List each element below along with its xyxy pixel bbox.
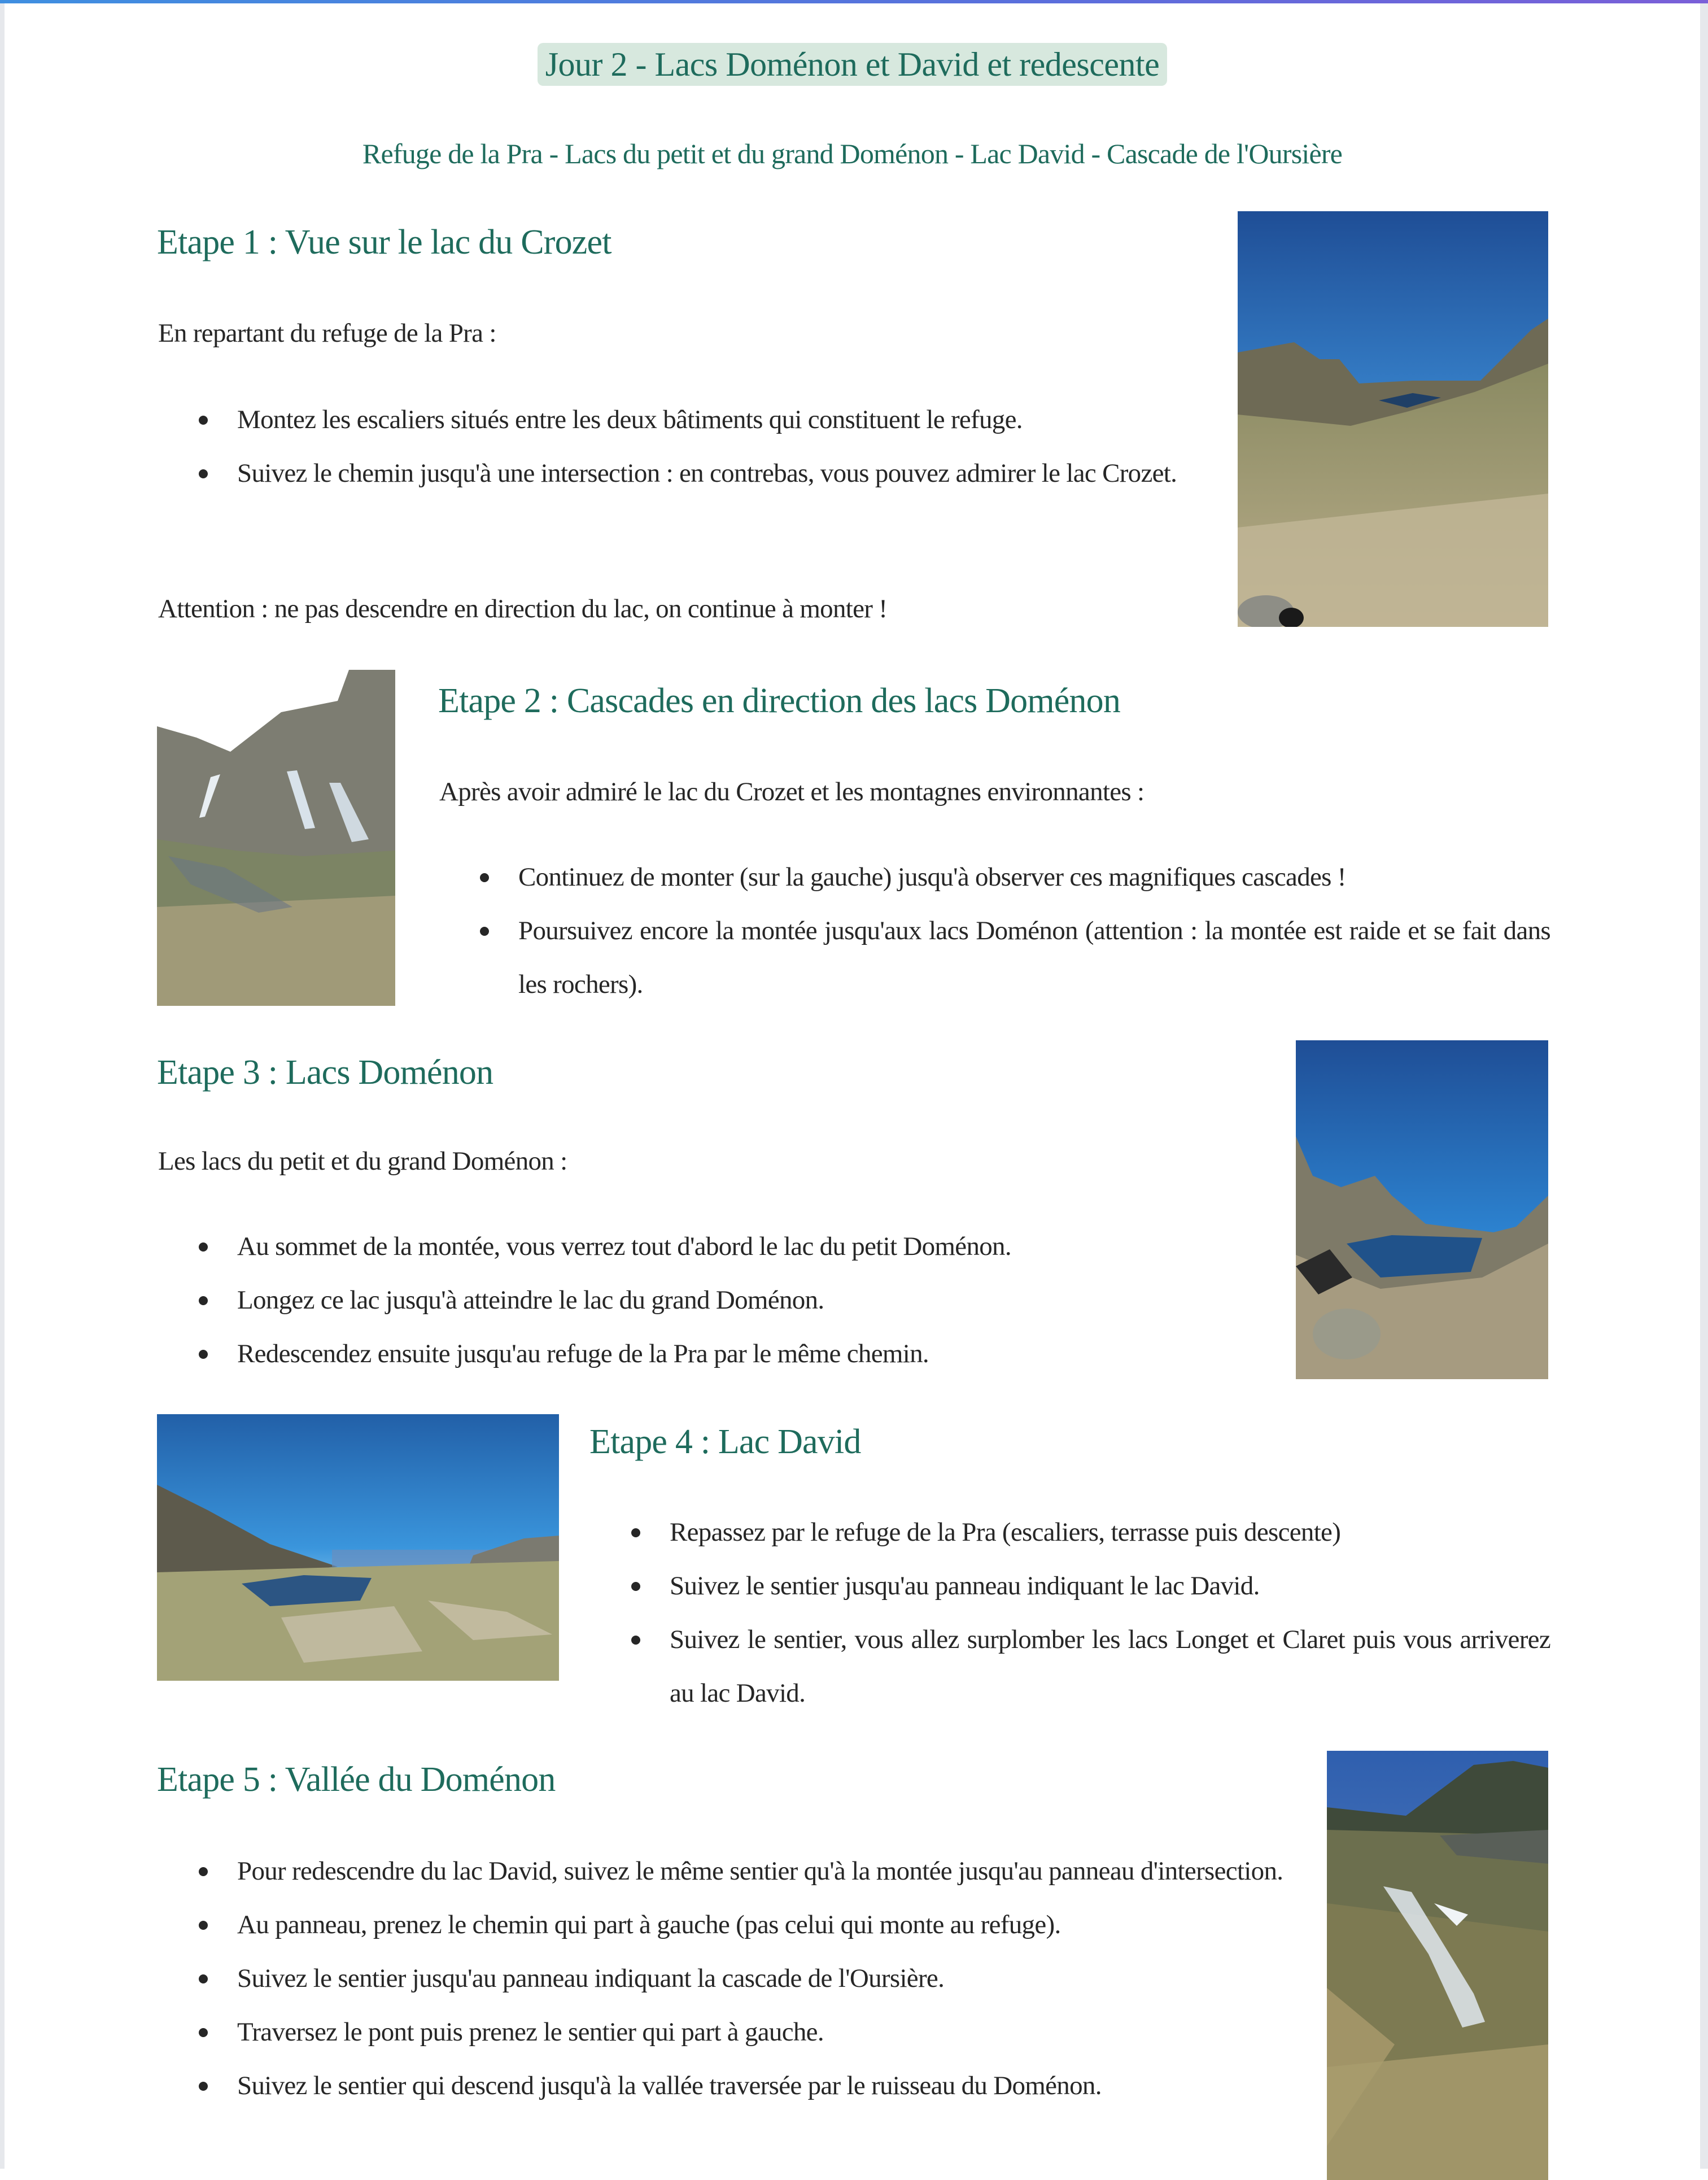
step-2-heading: Etape 2 : Cascades en direction des lacs Doménon: [438, 682, 1121, 720]
step-3-list: [158, 1220, 1287, 1381]
step-2-intro: Après avoir admiré le lac du Crozet et les montagnes environnantes :: [439, 777, 1145, 806]
list-item: Traversez le pont puis prenez le sentier qui part à gauche.: [158, 2005, 1302, 2059]
mountain-valley-lake-crozet-photo: [1238, 211, 1548, 627]
step-4-list: [591, 1506, 1550, 1720]
step-3-intro: Les lacs du petit et du grand Doménon :: [158, 1146, 567, 1176]
step-1-note: Attention : ne pas descendre en direction du lac, on continue à monter !: [158, 594, 888, 624]
step-4-heading: Etape 4 : Lac David: [589, 1423, 861, 1461]
step-1-heading: Etape 1 : Vue sur le lac du Crozet: [157, 223, 611, 261]
lac-domenon-photo: [1296, 1040, 1548, 1379]
list-item: Longez ce lac jusqu'à atteindre le lac du grand Doménon.: [158, 1274, 1287, 1327]
step-1-list: [158, 393, 1220, 500]
list-item: Suivez le sentier qui descend jusqu'à la vallée traversée par le ruisseau du Doménon.: [158, 2059, 1302, 2113]
page-subtitle: Refuge de la Pra - Lacs du petit et du grand Doménon - Lac David - Cascade de l'Oursière: [362, 138, 1343, 169]
title-container: [5, 43, 1700, 86]
list-item: Suivez le chemin jusqu'à une intersection : en contrebas, vous pouvez admirer le lac Crozet.: [158, 447, 1220, 500]
step-5-heading: Etape 5 : Vallée du Doménon: [157, 1760, 556, 1799]
lac-david-photo: [157, 1414, 559, 1681]
list-item: Au sommet de la montée, vous verrez tout d'abord le lac du petit Doménon.: [158, 1220, 1287, 1274]
list-item: Suivez le sentier jusqu'au panneau indiquant la cascade de l'Oursière.: [158, 1952, 1302, 2005]
page-title: Jour 2 - Lacs Doménon et David et redescente: [538, 43, 1168, 86]
domenon-stream-photo: [1327, 1751, 1548, 2180]
step-5-list: [158, 1845, 1302, 2113]
list-item: Suivez le sentier jusqu'au panneau indiquant le lac David.: [591, 1559, 1550, 1613]
step-2-list: [439, 851, 1550, 1011]
waterfalls-photo: [157, 670, 395, 1006]
list-item: Poursuivez encore la montée jusqu'aux lacs Doménon (attention : la montée est raide et se fait dans les rochers).: [439, 904, 1550, 1011]
scrollbar-track[interactable]: [1700, 3, 1708, 2169]
list-item: Redescendez ensuite jusqu'au refuge de la Pra par le même chemin.: [158, 1327, 1287, 1381]
step-3-heading: Etape 3 : Lacs Doménon: [157, 1053, 493, 1092]
list-item: Continuez de monter (sur la gauche) jusqu'à observer ces magnifiques cascades !: [439, 851, 1550, 904]
list-item: Repassez par le refuge de la Pra (escaliers, terrasse puis descente): [591, 1506, 1550, 1559]
left-window-edge: [0, 3, 5, 2169]
list-item: Pour redescendre du lac David, suivez le même sentier qu'à la montée jusqu'au panneau d'intersection.: [158, 1845, 1302, 1898]
document-page: [5, 3, 1700, 2169]
list-item: Suivez le sentier, vous allez surplomber les lacs Longet et Claret puis vous arriverez au lac David.: [591, 1613, 1550, 1720]
list-item: Montez les escaliers situés entre les deux bâtiments qui constituent le refuge.: [158, 393, 1220, 447]
list-item: Au panneau, prenez le chemin qui part à gauche (pas celui qui monte au refuge).: [158, 1898, 1302, 1952]
step-1-intro: En repartant du refuge de la Pra :: [158, 319, 496, 348]
